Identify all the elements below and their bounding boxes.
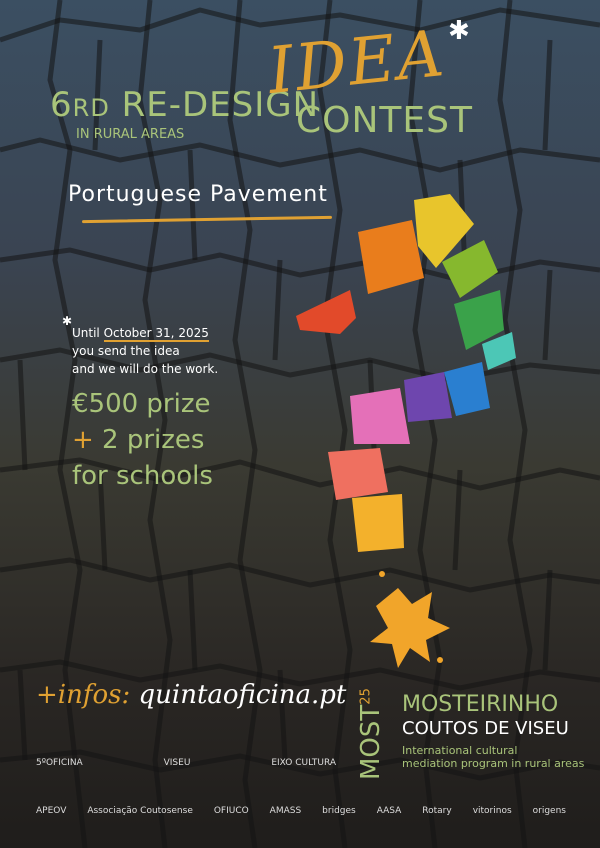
prize-line2: 2 prizes xyxy=(93,425,205,455)
deadline-prefix: Until xyxy=(72,326,104,340)
logo-rotary: Rotary xyxy=(422,806,452,816)
program-place: COUTOS DE VISEU xyxy=(402,718,569,739)
prizes-text xyxy=(72,386,213,494)
logo-associacao: Associação Coutosense xyxy=(87,806,193,816)
prize-plus: + xyxy=(72,425,94,455)
deadline-line3: and we will do the work. xyxy=(72,362,219,376)
logo-ofiuco: OFIUCO xyxy=(213,806,249,816)
program-name: MOSTEIRINHO xyxy=(402,692,559,717)
title-number: 6 xyxy=(50,85,73,125)
subtitle: Portuguese Pavement xyxy=(68,182,328,207)
program-desc1: International cultural xyxy=(402,744,518,757)
program-desc2: mediation program in rural areas xyxy=(402,757,585,770)
logo-bridges: bridges xyxy=(322,806,356,816)
most-logo xyxy=(356,688,386,780)
infos-url[interactable]: quintaoficina.pt xyxy=(138,680,347,710)
logo-eixo: EIXO CULTURA xyxy=(271,758,336,768)
logo-origens: origens xyxy=(532,806,566,816)
prize-line1: €500 prize xyxy=(72,389,211,419)
logo-amass: AMASS xyxy=(269,806,302,816)
prize-line3: for schools xyxy=(72,461,213,491)
title-suffix: RD xyxy=(72,94,110,122)
infos-label: +infos: xyxy=(36,680,131,710)
logo-apeov: APEOV xyxy=(36,806,67,816)
logo-viseu: VISEU xyxy=(163,758,191,768)
logo-vitorinos: vitorinos xyxy=(472,806,512,816)
asterisk-small-icon: ✱ xyxy=(62,314,73,328)
contest-word: CONTEST xyxy=(296,100,473,141)
partner-logos-row2 xyxy=(36,806,566,816)
logo-aasa: AASA xyxy=(376,806,402,816)
deadline-date: October 31, 2025 xyxy=(103,326,209,340)
idea-word: IDEA xyxy=(264,16,449,110)
partner-logos-row1 xyxy=(36,758,336,768)
deadline-line2: you send the idea xyxy=(72,344,180,358)
deadline-text xyxy=(72,324,218,378)
logo-oficina: 5ºOFICINA xyxy=(36,758,83,768)
title-main: RE-DESIGN xyxy=(121,85,320,125)
most-year: 25 xyxy=(358,688,374,705)
title-subheading: IN RURAL AREAS xyxy=(76,127,185,142)
program-description xyxy=(402,744,584,770)
asterisk-icon: ✱ xyxy=(448,16,470,46)
infos-link[interactable] xyxy=(36,680,346,710)
most-text: MOST xyxy=(356,704,386,780)
